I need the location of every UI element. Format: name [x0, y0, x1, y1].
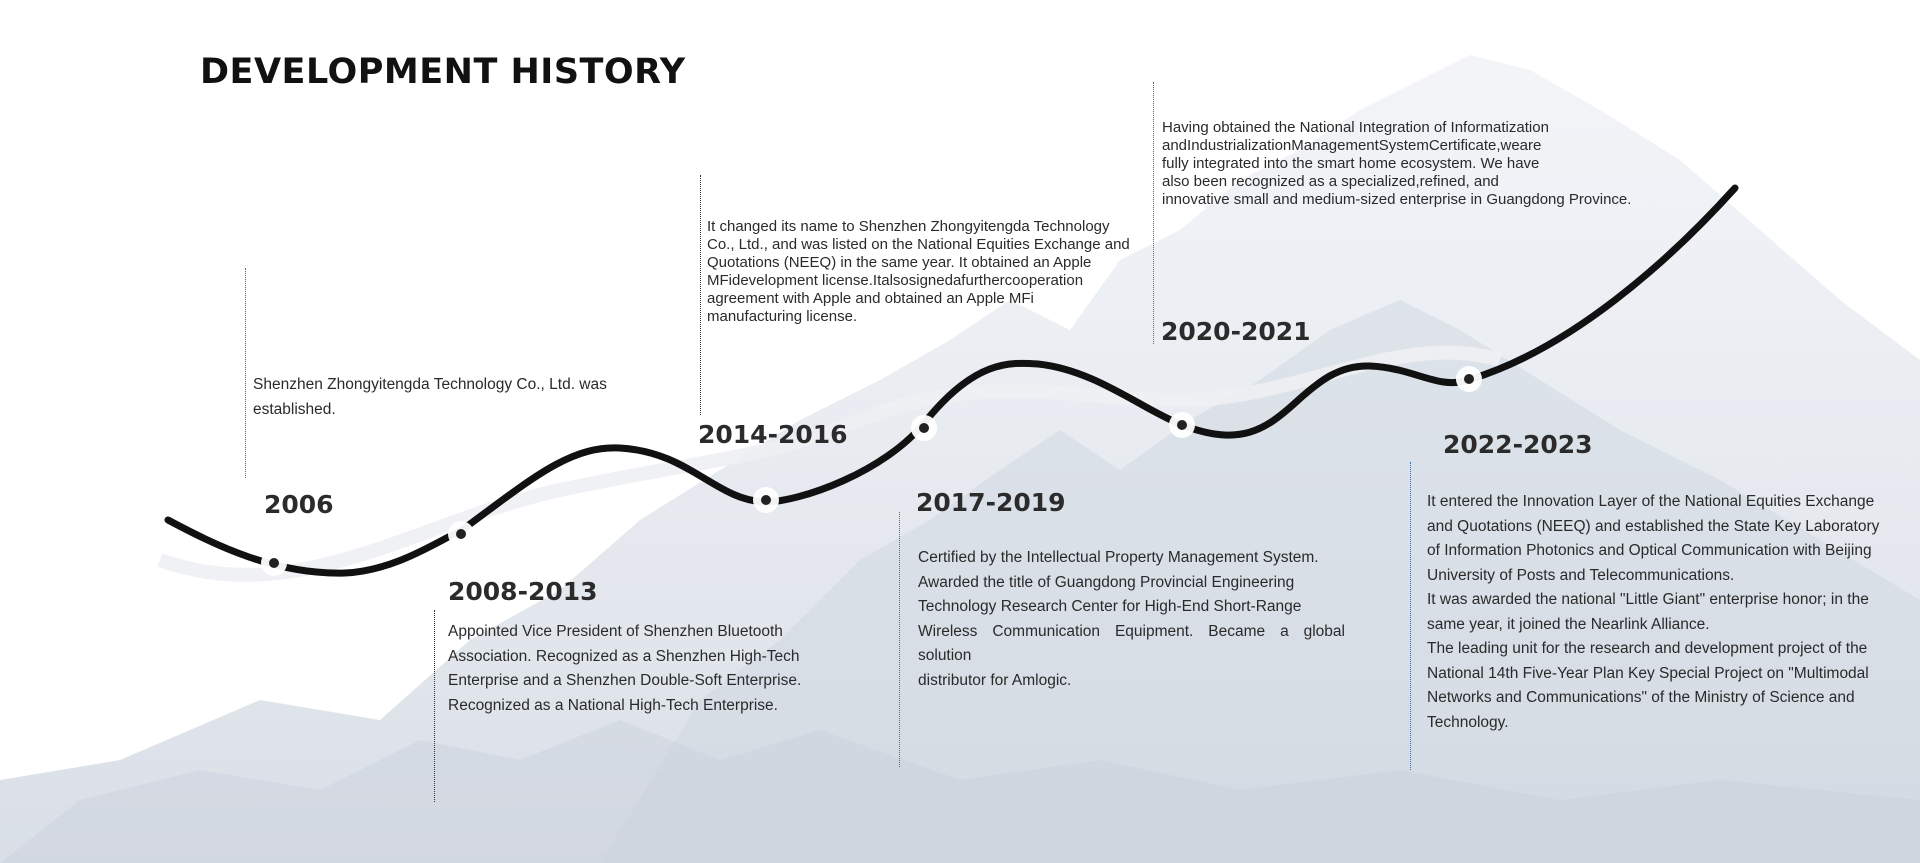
milestone-2017-2019-connector [899, 512, 900, 767]
milestone-2006-description: Shenzhen Zhongyitengda Technology Co., Ltd. was established. [253, 376, 607, 418]
milestone-2020-2021-year: 2020-2021 [1161, 317, 1311, 346]
milestone-2008-2013-description: Appointed Vice President of Shenzhen Bluetooth Association. Recognized as a Shenzhen High-Tech Enterprise and a Shenzhen Double-Soft Enterprise. Recognized as a National High-Tech Enterprise. [448, 623, 802, 714]
milestone-2017-2019-year: 2017-2019 [916, 488, 1066, 517]
milestone-2008-2013-connector [434, 610, 435, 802]
page-title: DEVELOPMENT HISTORY [200, 52, 686, 92]
milestone-2022-2023-year: 2022-2023 [1443, 430, 1593, 459]
milestone-2020-2021-description: Having obtained the National Integration of Informatization andIndustrializationManagementSystemCertificate,weare fully integrated into the smart home ecosystem. We have also been recognized as a specialized,refined, and innovative small and medium-sized enterprise in Guangdong Province. [1162, 119, 1632, 208]
milestone-2014-2016-description: It changed its name to Shenzhen Zhongyitengda Technology Co., Ltd., and was listed on the National Equities Exchange and Quotations (NEEQ) in the same year. It obtained an Apple MFidevelopment license.Italsosignedafurthercooperation agreement with Apple and obtained an Apple MFi manufacturing license. [707, 218, 1130, 325]
milestone-2017-2019-description: Certified by the Intellectual Property Management System. Awarded the title of Guangdong Provincial Engineering Technology Research Center for High-End Short-Range Wireless Communication Equipment. Became a global solution distributor for Amlogic. [918, 549, 1345, 689]
milestone-2020-2021-connector [1153, 82, 1154, 344]
milestone-2014-2016-connector [700, 175, 701, 415]
milestone-2006-year: 2006 [264, 490, 334, 519]
milestone-2006-connector [245, 268, 246, 478]
milestone-2022-2023-connector [1410, 462, 1411, 770]
milestone-2014-2016-year: 2014-2016 [698, 420, 848, 449]
milestone-2022-2023-description: It entered the Innovation Layer of the National Equities Exchange and Quotations (NEEQ) and established the State Key Laboratory of Information Photonics and Optical Communication with Beijing University of Posts and Telecommunications. It was awarded the national "Little Giant" enterprise honor; in the same year, it joined the Nearlink Alliance. The leading unit for the research and development project of the National 14th Five-Year Plan Key Special Project on "Multimodal Networks and Communications" of the Ministry of Science and Technology. [1427, 493, 1880, 731]
milestone-2008-2013-year: 2008-2013 [448, 577, 598, 606]
